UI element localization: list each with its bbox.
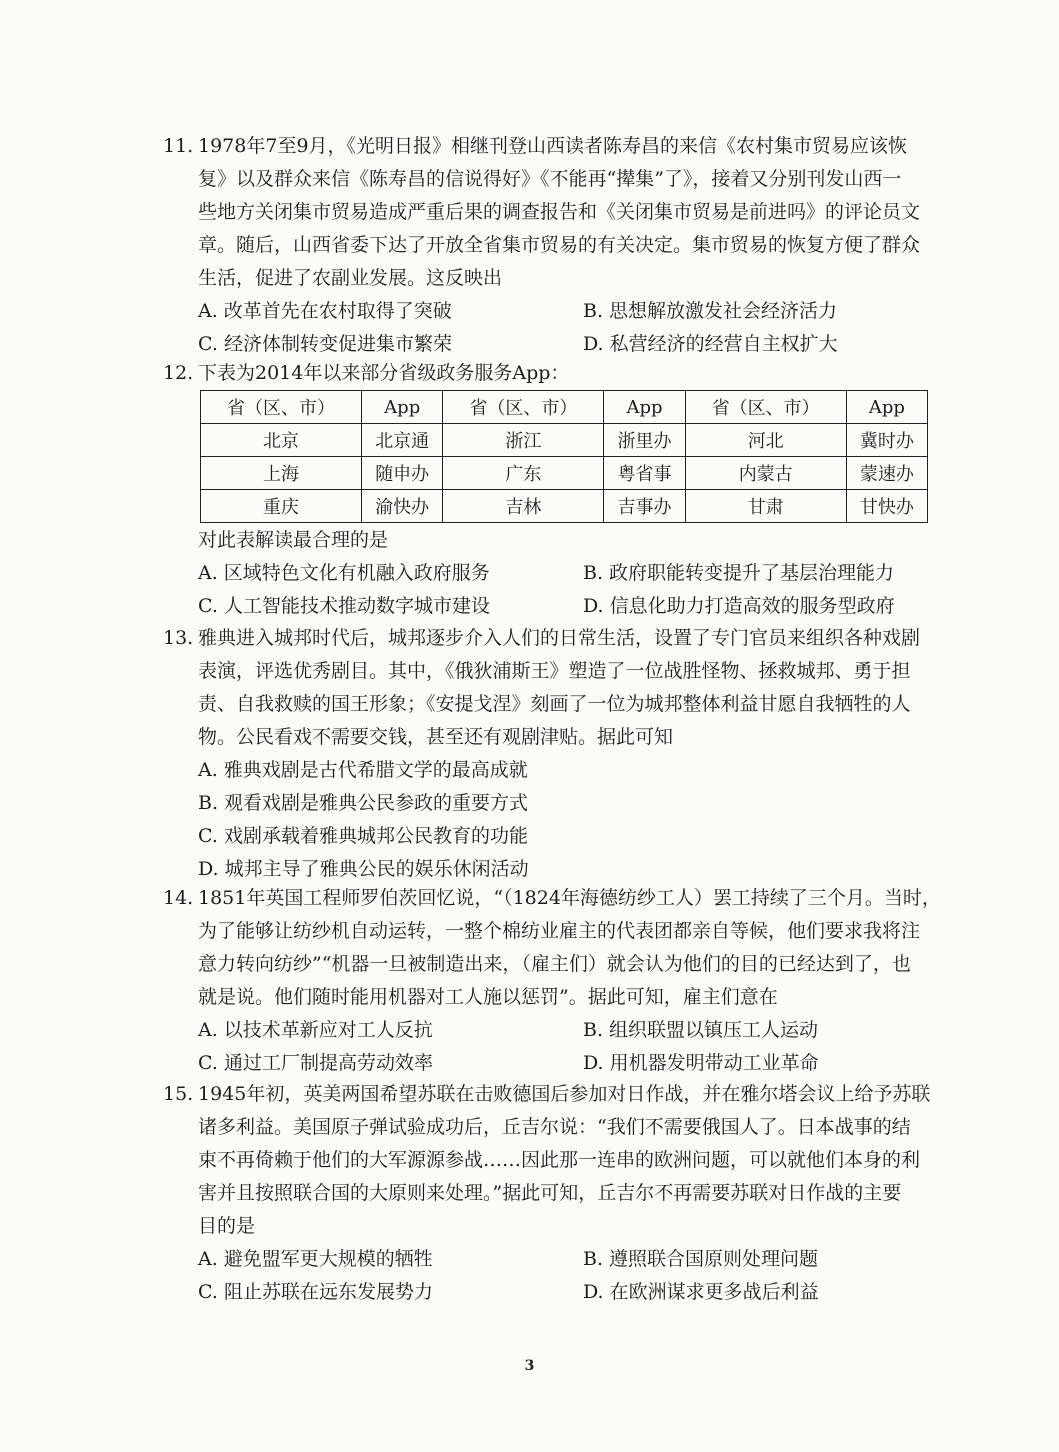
question-text: 诸多利益。美国原子弹试验成功后，丘吉尔说：“我们不需要俄国人了。日本战事的结: [198, 1116, 911, 1138]
table-header: 省（区、市）: [443, 391, 604, 424]
table-row: [201, 490, 928, 523]
table-cell: 北京通: [362, 424, 443, 457]
table-header: 省（区、市）: [201, 391, 362, 424]
table-cell: 随申办: [362, 457, 443, 490]
option-c: C. 人工智能技术推动数字城市建设: [198, 595, 490, 617]
question-12-options: [163, 524, 933, 623]
question-text: 害并且按照联合国的大原则来处理。”据此可知，丘吉尔不再需要苏联对日作战的主要: [198, 1182, 902, 1204]
question-number: 13.: [163, 627, 194, 649]
option-b: B. 思想解放激发社会经济活力: [583, 300, 838, 322]
option-d: D. 用机器发明带动工业革命: [583, 1052, 819, 1074]
table-cell: 内蒙古: [685, 457, 846, 490]
question-text: 雅典进入城邦时代后，城邦逐步介入人们的日常生活，设置了专门官员来组织各种戏剧: [198, 627, 921, 649]
option-d: D. 城邦主导了雅典公民的娱乐休闲活动: [198, 858, 529, 880]
table-cell: 粤省事: [604, 457, 685, 490]
option-b: B. 观看戏剧是雅典公民参政的重要方式: [198, 792, 529, 814]
table-cell: 吉事办: [604, 490, 685, 523]
question-text: 章。随后，山西省委下达了开放全省集市贸易的有关决定。集市贸易的恢复方便了群众: [198, 234, 921, 256]
question-15: [163, 1078, 933, 1309]
table-header: App: [604, 391, 685, 424]
table-cell: 渝快办: [362, 490, 443, 523]
table-cell: 重庆: [201, 490, 362, 523]
option-c: C. 戏剧承载着雅典城邦公民教育的功能: [198, 825, 528, 847]
option-d: D. 信息化助力打造高效的服务型政府: [583, 595, 895, 617]
table-header-row: [201, 391, 928, 424]
table-cell: 冀时办: [846, 424, 927, 457]
option-b: B. 遵照联合国原则处理问题: [583, 1248, 819, 1270]
option-a: A. 雅典戏剧是古代希腊文学的最高成就: [198, 759, 528, 781]
table-header: App: [362, 391, 443, 424]
option-d: D. 私营经济的经营自主权扩大: [583, 333, 838, 355]
question-text: 责、自我救赎的国王形象；《安提戈涅》刻画了一位为城邦整体利益甘愿自我牺牲的人: [198, 693, 911, 715]
table-cell: 甘快办: [846, 490, 927, 523]
question-text: 目的是: [198, 1215, 256, 1237]
question-text: 生活，促进了农副业发展。这反映出: [198, 267, 503, 289]
table-cell: 浙江: [443, 424, 604, 457]
question-text: 就是说。他们随时能用机器对工人施以惩罚”。据此可知，雇主们意在: [198, 986, 778, 1008]
question-text: 些地方关闭集市贸易造成严重后果的调查报告和《关闭集市贸易是前进吗》的评论员文: [198, 201, 921, 223]
question-number: 11.: [163, 135, 194, 157]
table-header: App: [846, 391, 927, 424]
table-cell: 蒙速办: [846, 457, 927, 490]
app-table: [200, 390, 928, 523]
question-number: 14.: [163, 887, 194, 909]
option-b: B. 组织联盟以镇压工人运动: [583, 1019, 819, 1041]
question-text: 表演，评选优秀剧目。其中，《俄狄浦斯王》塑造了一位战胜怪物、拯救城邦、勇于担: [198, 660, 911, 682]
option-c: C. 经济体制转变促进集市繁荣: [198, 333, 452, 355]
table-header: 省（区、市）: [685, 391, 846, 424]
question-12: [163, 357, 933, 390]
question-text: 1978年7至9月，《光明日报》相继刊登山西读者陈寿昌的来信《农村集市贸易应该恢: [198, 135, 908, 157]
question-text: 下表为2014年以来部分省级政务服务App：: [198, 362, 570, 384]
question-13: [163, 622, 933, 886]
question-11: [163, 130, 933, 361]
question-text: 对此表解读最合理的是: [198, 529, 389, 551]
option-a: A. 避免盟军更大规模的牺牲: [198, 1248, 433, 1270]
table-cell: 北京: [201, 424, 362, 457]
table-cell: 河北: [685, 424, 846, 457]
question-text: 复》以及群众来信《陈寿昌的信说得好》《不能再“撵集”了》，接着又分别刊发山西一: [198, 168, 902, 190]
question-text: 1945年初，英美两国希望苏联在击败德国后参加对日作战，并在雅尔塔会议上给予苏联: [198, 1083, 931, 1105]
option-a: A. 以技术革新应对工人反抗: [198, 1019, 433, 1041]
question-text: 为了能够让纺纱机自动运转，一整个棉纺业雇主的代表团都亲自等候，他们要求我将注: [198, 920, 921, 942]
question-text: 意力转向纺纱”“机器一旦被制造出来，（雇主们）就会认为他们的目的已经达到了，也: [198, 953, 911, 975]
question-text: 物。公民看戏不需要交钱，甚至还有观剧津贴。据此可知: [198, 726, 674, 748]
table-cell: 浙里办: [604, 424, 685, 457]
table-cell: 吉林: [443, 490, 604, 523]
question-text: 束不再倚赖于他们的大军源源参战……因此那一连串的欧洲问题，可以就他们本身的利: [198, 1149, 921, 1171]
option-b: B. 政府职能转变提升了基层治理能力: [583, 562, 895, 584]
question-text: 1851年英国工程师罗伯茨回忆说，“（1824年海德纺纱工人）罢工持续了三个月。当时，: [198, 887, 941, 909]
question-number: 12.: [163, 362, 194, 384]
table-cell: 上海: [201, 457, 362, 490]
table-cell: 广东: [443, 457, 604, 490]
question-number: 15.: [163, 1083, 194, 1105]
question-14: [163, 882, 941, 1080]
option-c: C. 阻止苏联在远东发展势力: [198, 1281, 433, 1303]
table-row: [201, 457, 928, 490]
option-d: D. 在欧洲谋求更多战后利益: [583, 1281, 819, 1303]
table-row: [201, 424, 928, 457]
option-a: A. 区域特色文化有机融入政府服务: [198, 562, 490, 584]
table-cell: 甘肃: [685, 490, 846, 523]
option-a: A. 改革首先在农村取得了突破: [198, 300, 452, 322]
page-number: 3: [524, 1358, 535, 1374]
option-c: C. 通过工厂制提高劳动效率: [198, 1052, 433, 1074]
